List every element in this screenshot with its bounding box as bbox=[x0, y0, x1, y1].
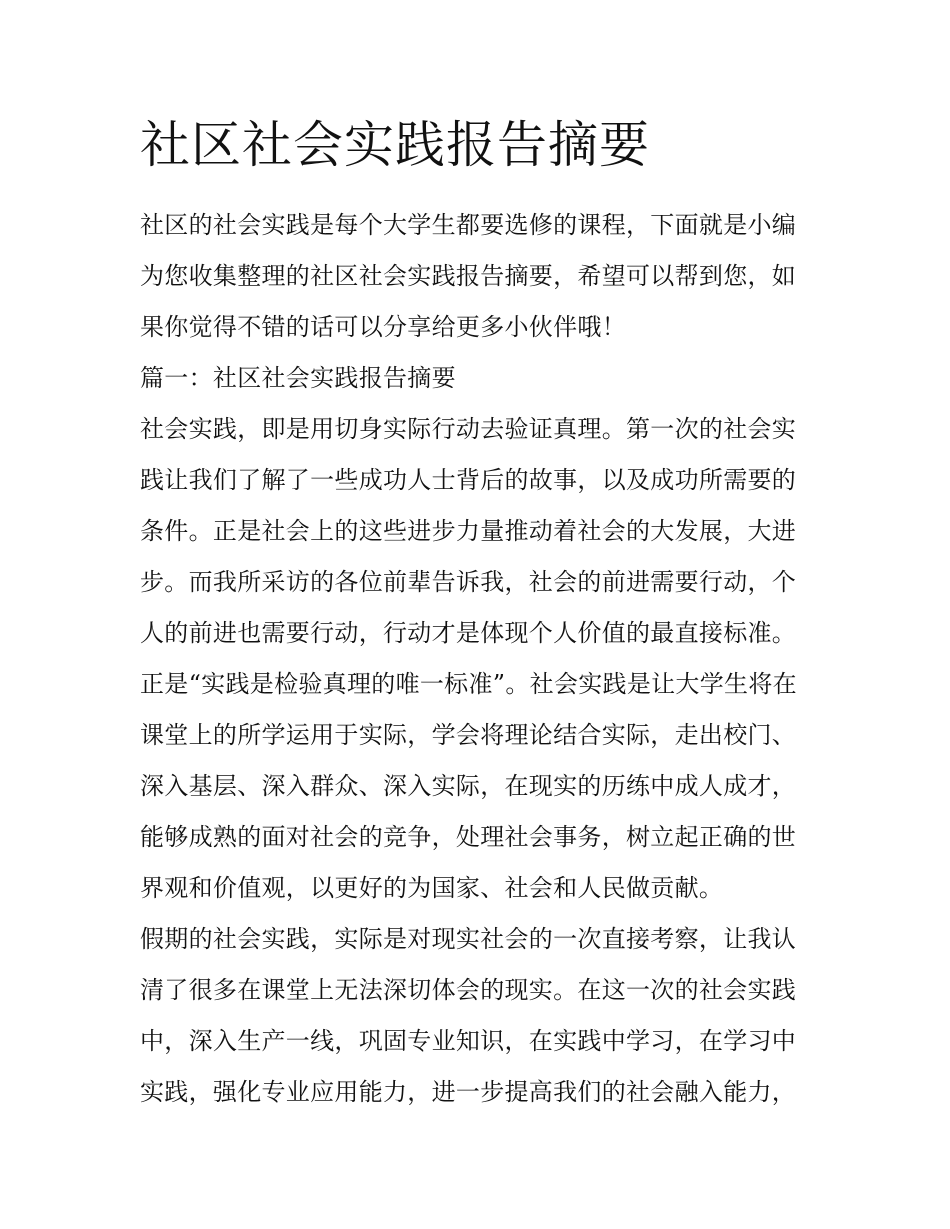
text-line: 条件。正是社会上的这些进步力量推动着社会的大发展，大进 bbox=[140, 517, 797, 545]
text-line: 社区的社会实践是每个大学生都要选修的课程，下面就是小编 bbox=[140, 211, 797, 239]
text-line: 能够成熟的面对社会的竞争，处理社会事务，树立起正确的世 bbox=[140, 823, 797, 851]
text-line: 中，深入生产一线，巩固专业知识，在实践中学习，在学习中 bbox=[140, 1027, 797, 1055]
text-line: 步。而我所采访的各位前辈告诉我，社会的前进需要行动，个 bbox=[140, 568, 797, 596]
text-line: 果你觉得不错的话可以分享给更多小伙伴哦！ bbox=[140, 313, 626, 341]
document-title: 社区社会实践报告摘要 bbox=[140, 116, 650, 174]
intro-paragraph bbox=[140, 200, 815, 353]
text-line: 为您收集整理的社区社会实践报告摘要，希望可以帮到您，如 bbox=[140, 262, 797, 290]
text-line: 实践，强化专业应用能力，进一步提高我们的社会融入能力， bbox=[140, 1078, 797, 1106]
text-line: 社会实践，即是用切身实际行动去验证真理。第一次的社会实 bbox=[140, 415, 797, 443]
document-page bbox=[140, 110, 815, 1118]
text-line: 正是“实践是检验真理的唯一标准”。社会实践是让大学生将在 bbox=[140, 670, 797, 698]
text-line: 界观和价值观，以更好的为国家、社会和人民做贡献。 bbox=[140, 874, 724, 902]
text-line: 深入基层、深入群众、深入实际，在现实的历练中成人成才， bbox=[140, 772, 797, 800]
section-heading: 篇一：社区社会实践报告摘要 bbox=[140, 364, 456, 392]
body-paragraph-1 bbox=[140, 404, 815, 914]
text-line: 假期的社会实践，实际是对现实社会的一次直接考察，让我认 bbox=[140, 925, 797, 953]
body-paragraph-2 bbox=[140, 914, 815, 1118]
text-line: 人的前进也需要行动，行动才是体现个人价值的最直接标准。 bbox=[140, 619, 797, 647]
text-line: 课堂上的所学运用于实际，学会将理论结合实际，走出校门、 bbox=[140, 721, 797, 749]
text-line: 清了很多在课堂上无法深切体会的现实。在这一次的社会实践 bbox=[140, 976, 797, 1004]
section-heading-paragraph bbox=[140, 353, 815, 404]
text-line: 践让我们了解了一些成功人士背后的故事，以及成功所需要的 bbox=[140, 466, 797, 494]
